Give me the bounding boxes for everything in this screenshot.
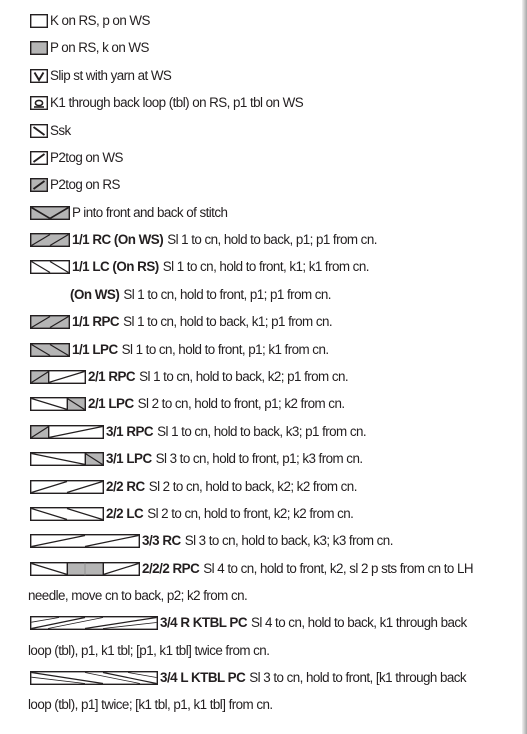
cable-1-1-lc-icon (30, 260, 70, 274)
legend-item-3-1-rpc (30, 422, 366, 442)
legend-item-1-1-rc (30, 230, 377, 250)
legend-text: Sl 3 to cn, hold to front, [k1 through back (249, 670, 467, 685)
legend-title: 3/3 RC (142, 533, 181, 548)
cable-1-1-rc-icon (30, 233, 70, 247)
legend-title: 3/1 LPC (106, 451, 152, 466)
legend-text: P on RS, k on WS (50, 40, 149, 55)
legend-text: Ssk (50, 123, 71, 138)
legend-item-1-1-lpc (30, 340, 329, 360)
legend-text: Sl 2 to cn, hold to front, p1; k2 from cn. (137, 396, 345, 411)
cable-3-4-l-ktbl-pc-icon (30, 671, 158, 685)
legend-text: Sl 1 to cn, hold to back, k1; p1 from cn. (123, 314, 333, 329)
legend-text: Sl 3 to cn, hold to back, k3; k3 from cn. (184, 533, 393, 548)
legend-title: 2/2 LC (106, 506, 144, 521)
legend-text: Slip st with yarn at WS (50, 68, 172, 83)
legend-item-3-4-l-ktbl-pc (30, 668, 466, 688)
legend-title: 2/2 RC (106, 479, 145, 494)
p2tog-ws-icon (30, 151, 48, 165)
legend-text: P2tog on RS (50, 177, 120, 192)
cable-2-2-rc-icon (30, 480, 104, 494)
twisted-stitch-icon (30, 96, 48, 110)
legend-item-2-2-2-rpc-continued: needle, move cn to back, p2; k2 from cn. (28, 588, 248, 603)
legend-text: P into front and back of stitch (72, 205, 228, 220)
legend-item-2-1-rpc (30, 367, 348, 387)
legend-text: K1 through back loop (tbl) on RS, p1 tbl on WS (50, 95, 304, 110)
legend-item-tbl (30, 93, 303, 113)
legend-text: Sl 2 to cn, hold to back, k2; k2 from cn. (148, 479, 357, 494)
legend-item-2-2-2-rpc (30, 559, 473, 579)
legend-title: 3/4 R KTBL PC (160, 615, 248, 630)
legend-text: Sl 1 to cn, hold to front, p1; k1 from cn. (121, 342, 329, 357)
legend-text: Sl 1 to cn, hold to back, k2; p1 from cn. (139, 369, 349, 384)
cable-3-3-rc-icon (30, 534, 140, 548)
slip-stitch-icon (30, 69, 48, 83)
legend-item-2-2-lc (30, 504, 353, 524)
legend-text: Sl 4 to cn, hold to back, k1 through back (251, 615, 467, 630)
legend-item-2-1-lpc (30, 394, 345, 414)
legend-item-purl (30, 38, 149, 58)
legend-text: P2tog on WS (50, 150, 123, 165)
legend-item-1-1-rpc (30, 312, 332, 332)
legend-item-pfb (30, 203, 227, 223)
legend-title: 1/1 RC (On WS) (72, 232, 164, 247)
legend-text: Sl 1 to cn, hold to front, k1; k1 from cn. (162, 259, 369, 274)
legend-title: 3/4 L KTBL PC (160, 670, 246, 685)
legend-title: 2/1 RPC (88, 369, 136, 384)
legend-item-slip (30, 66, 171, 86)
legend-item-knit (30, 11, 150, 31)
legend-text: Sl 1 to cn, hold to front, p1; p1 from cn. (123, 287, 331, 302)
legend-text: Sl 2 to cn, hold to front, k2; k2 from cn. (147, 506, 354, 521)
legend-item-1-1-lc-ws (70, 285, 331, 305)
legend-title: 1/1 LPC (72, 342, 118, 357)
legend-text: Sl 1 to cn, hold to back, p1; p1 from cn. (167, 232, 377, 247)
legend-title: 2/1 LPC (88, 396, 134, 411)
legend-text: Sl 3 to cn, hold to front, p1; k3 from cn. (155, 451, 363, 466)
purl-front-back-icon (30, 206, 70, 220)
legend-text: Sl 1 to cn, hold to back, k3; p1 from cn. (157, 424, 367, 439)
legend-item-3-4-r-ktbl-pc (30, 613, 467, 633)
legend-item-3-4-r-ktbl-pc-continued: loop (tbl), p1, k1 tbl; [p1, k1 tbl] twice from cn. (28, 643, 270, 658)
cable-3-1-rpc-icon (30, 425, 104, 439)
cable-2-2-lc-icon (30, 507, 104, 521)
legend-item-p2tog-rs (30, 175, 120, 195)
empty-square-icon (30, 14, 48, 28)
legend-text: K on RS, p on WS (50, 13, 150, 28)
page-edge-shadow (522, 0, 527, 734)
legend-title: 1/1 RPC (72, 314, 120, 329)
legend-item-3-3-rc (30, 531, 393, 551)
legend-title: 1/1 LC (On RS) (72, 259, 159, 274)
cable-3-1-lpc-icon (30, 452, 104, 466)
legend-item-3-1-lpc (30, 449, 363, 469)
cable-2-1-rpc-icon (30, 370, 86, 384)
ssk-icon (30, 124, 48, 138)
legend-title: 3/1 RPC (106, 424, 154, 439)
cable-3-4-r-ktbl-pc-icon (30, 616, 158, 630)
cable-2-1-lpc-icon (30, 397, 86, 411)
legend-text: Sl 4 to cn, hold to front, k2, sl 2 p sts from cn to LH (203, 561, 473, 576)
legend-title: (On WS) (70, 287, 120, 302)
cable-1-1-lpc-icon (30, 343, 70, 357)
legend-item-ssk (30, 121, 71, 141)
gray-square-icon (30, 41, 48, 55)
cable-1-1-rpc-icon (30, 315, 70, 329)
p2tog-rs-icon (30, 178, 48, 192)
legend-title: 2/2/2 RPC (142, 561, 200, 576)
legend-item-1-1-lc (30, 257, 369, 277)
legend-item-3-4-l-ktbl-pc-continued: loop (tbl), p1] twice; [k1 tbl, p1, k1 tbl] from cn. (28, 697, 273, 712)
cable-2-2-2-rpc-icon (30, 562, 140, 576)
legend-item-p2tog-ws (30, 148, 123, 168)
legend-item-2-2-rc (30, 477, 357, 497)
